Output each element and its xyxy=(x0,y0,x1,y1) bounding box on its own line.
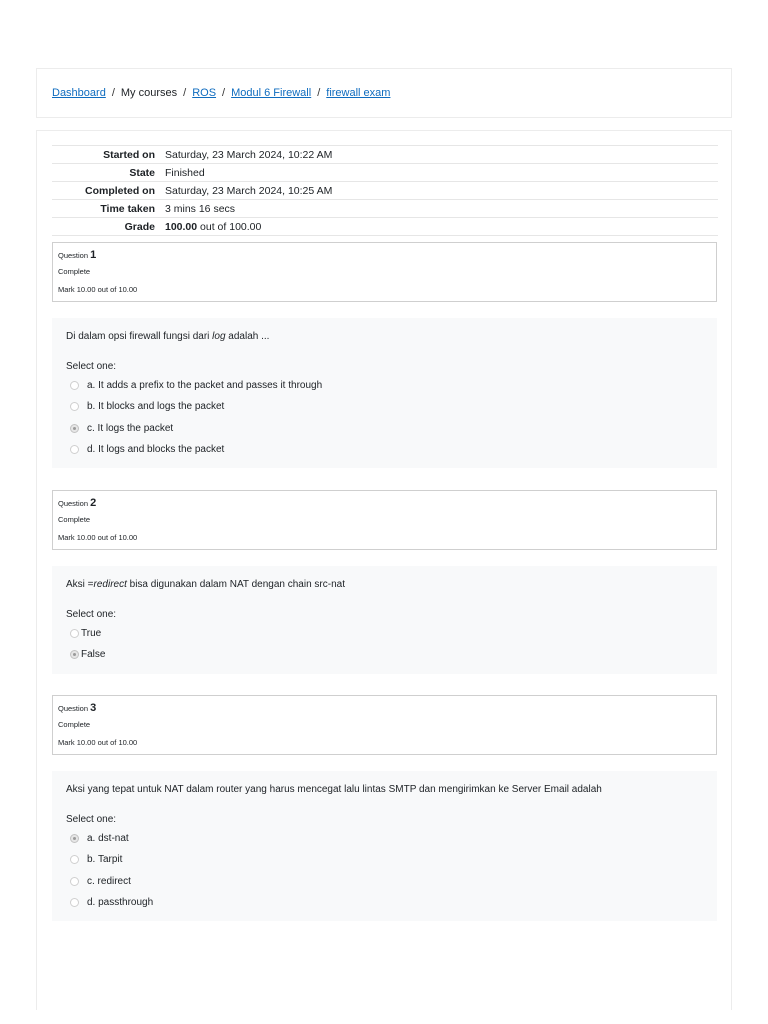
question-mark: Mark 10.00 out of 10.00 xyxy=(58,738,138,747)
radio-button[interactable] xyxy=(70,855,79,864)
question-mark: Mark 10.00 out of 10.00 xyxy=(58,285,138,294)
question-text-emphasis: log xyxy=(212,331,226,342)
question-number: 1 xyxy=(90,249,97,261)
question-state: Complete xyxy=(58,267,91,276)
grade-out-of: out of 100.00 xyxy=(200,220,262,233)
question-number: 2 xyxy=(90,497,97,509)
question-info-1 xyxy=(52,242,717,302)
summary-label: Completed on xyxy=(85,184,155,197)
question-prefix: Question xyxy=(58,704,89,713)
question-state: Complete xyxy=(58,515,91,524)
attempt-summary-table xyxy=(52,145,718,236)
answer-label: False xyxy=(81,649,106,660)
summary-label: Grade xyxy=(124,220,155,233)
select-one-prompt: Select one: xyxy=(66,609,117,620)
question-text-emphasis: redirect xyxy=(93,579,127,590)
answer-label: d. passthrough xyxy=(87,897,154,908)
radio-button-selected[interactable] xyxy=(70,650,79,659)
breadcrumb-link-dashboard[interactable]: Dashboard xyxy=(52,87,106,99)
question-content-1 xyxy=(52,318,717,468)
answer-label: a. dst-nat xyxy=(87,833,129,844)
question-text-part: bisa digunakan dalam NAT dengan chain src-nat xyxy=(126,579,345,590)
radio-button[interactable] xyxy=(70,402,79,411)
radio-button[interactable] xyxy=(70,381,79,390)
answer-option[interactable] xyxy=(70,649,105,660)
summary-value: Saturday, 23 March 2024, 10:25 AM xyxy=(165,184,333,197)
answer-option[interactable] xyxy=(70,380,322,391)
breadcrumb-item-my-courses: My courses xyxy=(120,87,178,99)
breadcrumb-separator: / xyxy=(183,87,187,99)
summary-value: Finished xyxy=(165,166,205,179)
answer-option[interactable] xyxy=(70,444,224,455)
breadcrumb-separator: / xyxy=(222,87,226,99)
question-text xyxy=(66,579,345,590)
answer-option[interactable] xyxy=(70,628,101,639)
summary-value xyxy=(161,218,718,236)
answer-label: c. redirect xyxy=(87,876,131,887)
radio-button-selected[interactable] xyxy=(70,424,79,433)
radio-button-selected[interactable] xyxy=(70,834,79,843)
summary-row-started xyxy=(52,146,718,164)
select-one-prompt: Select one: xyxy=(66,814,117,825)
breadcrumb-separator: / xyxy=(111,87,115,99)
question-info-2 xyxy=(52,490,717,550)
answer-label: d. It logs and blocks the packet xyxy=(87,444,225,455)
question-info-3 xyxy=(52,695,717,755)
breadcrumb-link-course[interactable]: ROS xyxy=(192,87,217,99)
breadcrumb-link-quiz[interactable]: firewall exam xyxy=(326,87,391,99)
answer-label: b. It blocks and logs the packet xyxy=(87,401,225,412)
summary-row-time-taken xyxy=(52,200,718,218)
breadcrumb-separator: / xyxy=(317,87,321,99)
summary-row-completed xyxy=(52,182,718,200)
summary-label: State xyxy=(129,166,155,179)
question-text-part: Aksi = xyxy=(66,579,94,590)
answer-label: c. It logs the packet xyxy=(87,423,174,434)
grade-score: 100.00 xyxy=(165,220,198,233)
answer-option[interactable] xyxy=(70,401,224,412)
summary-label: Started on xyxy=(103,148,155,161)
radio-button[interactable] xyxy=(70,445,79,454)
question-prefix: Question xyxy=(58,499,89,508)
breadcrumb xyxy=(36,68,732,118)
radio-button[interactable] xyxy=(70,629,79,638)
summary-value: Saturday, 23 March 2024, 10:22 AM xyxy=(165,148,333,161)
answer-option[interactable] xyxy=(70,423,173,434)
breadcrumb-link-section[interactable]: Modul 6 Firewall xyxy=(231,87,312,99)
summary-row-state xyxy=(52,164,718,182)
answer-label: b. Tarpit xyxy=(87,854,123,865)
question-state: Complete xyxy=(58,720,91,729)
summary-label: Time taken xyxy=(100,202,155,215)
answer-option[interactable] xyxy=(70,876,131,887)
question-number: 3 xyxy=(90,702,97,714)
answer-option[interactable] xyxy=(70,897,153,908)
answer-label: True xyxy=(81,628,102,639)
question-text: Aksi yang tepat untuk NAT dalam router yang harus mencegat lalu lintas SMTP dan mengirimkan ke Server Email adalah xyxy=(66,784,602,795)
question-prefix: Question xyxy=(58,251,89,260)
question-text-part: adalah ... xyxy=(225,331,270,342)
answer-option[interactable] xyxy=(70,854,122,865)
select-one-prompt: Select one: xyxy=(66,361,117,372)
summary-row-grade xyxy=(52,218,718,236)
summary-value: 3 mins 16 secs xyxy=(165,202,236,215)
question-content-3 xyxy=(52,771,717,921)
question-mark: Mark 10.00 out of 10.00 xyxy=(58,533,138,542)
answer-label: a. It adds a prefix to the packet and passes it through xyxy=(87,380,323,391)
radio-button[interactable] xyxy=(70,877,79,886)
radio-button[interactable] xyxy=(70,898,79,907)
question-text-part: Di dalam opsi firewall fungsi dari xyxy=(66,331,213,342)
question-text xyxy=(66,331,269,342)
answer-option[interactable] xyxy=(70,833,129,844)
question-content-2 xyxy=(52,566,717,674)
